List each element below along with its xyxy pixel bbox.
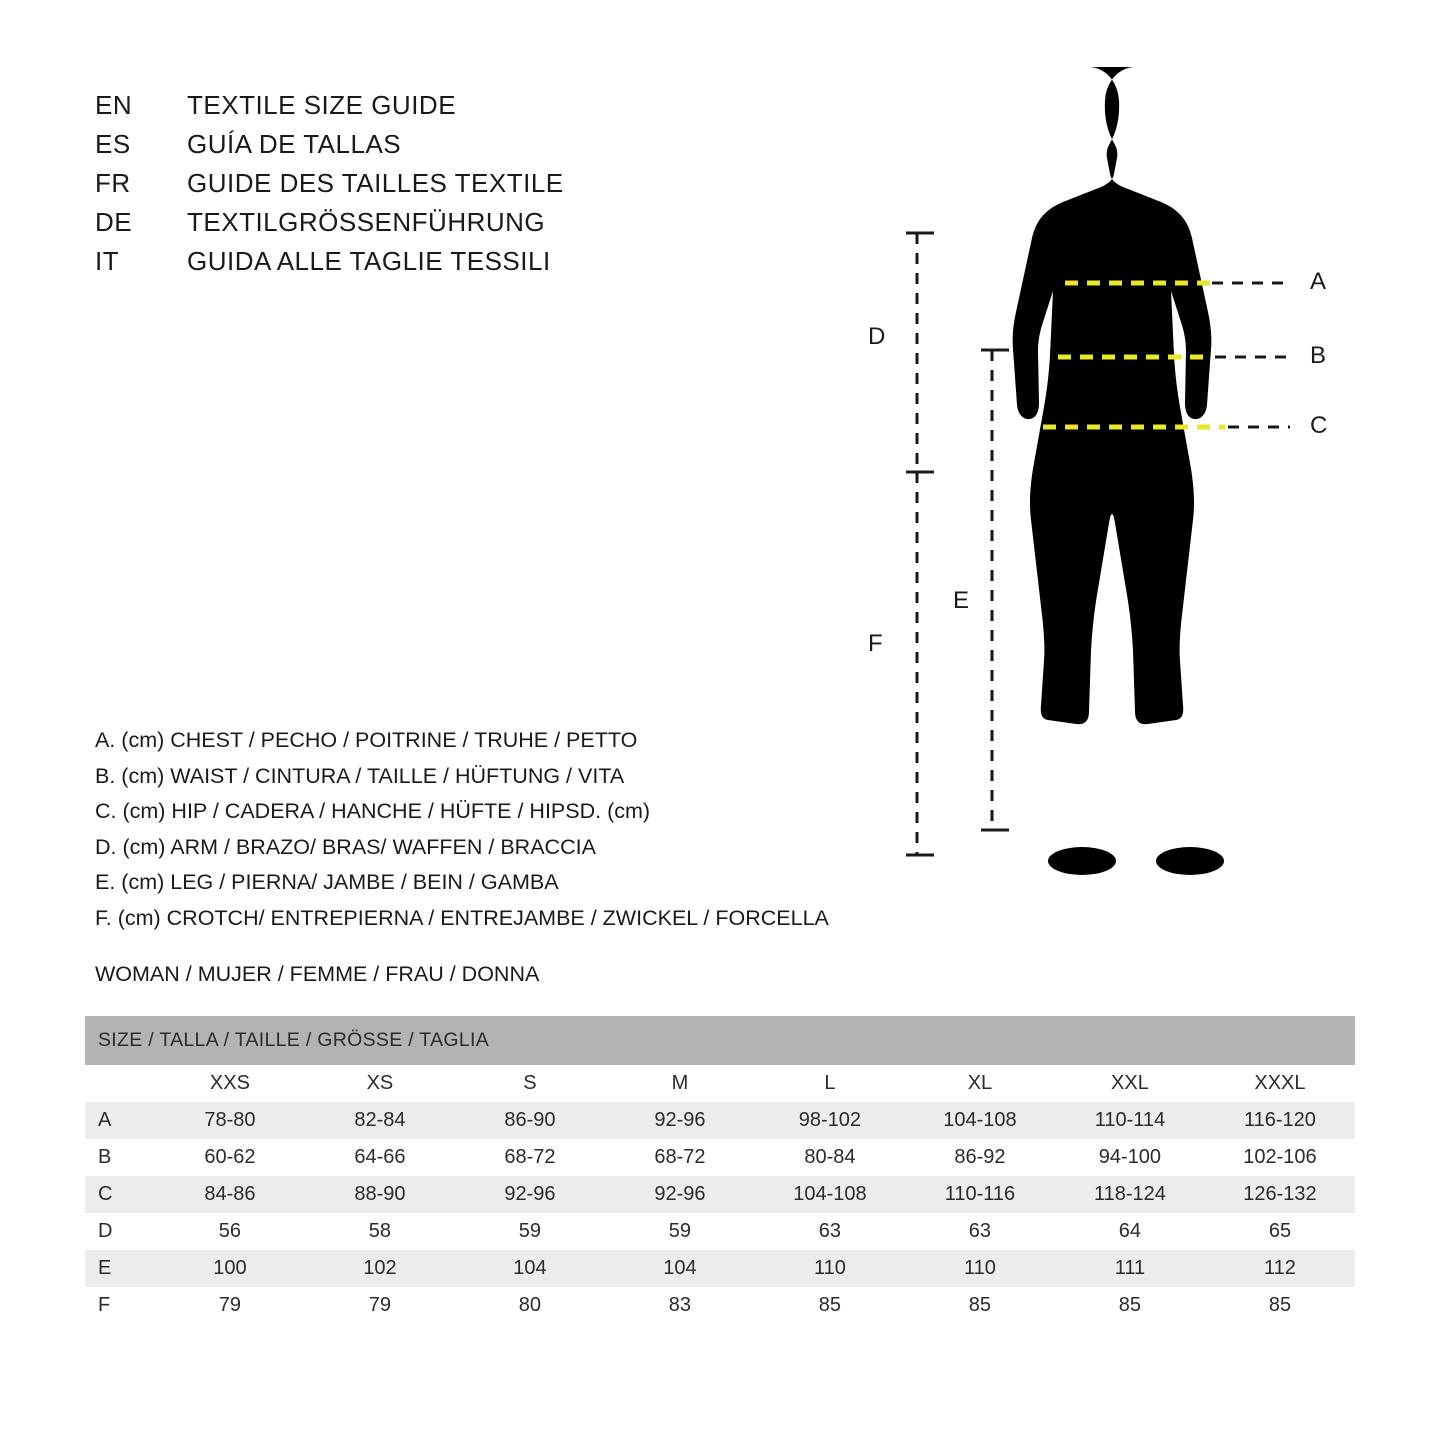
cell-e-xxl: 111 xyxy=(1055,1250,1205,1287)
cell-f-xl: 85 xyxy=(905,1287,1055,1324)
row-label-c: C xyxy=(85,1176,155,1213)
marker-label-b: B xyxy=(1310,342,1327,369)
row-label-f: F xyxy=(85,1287,155,1324)
title-lang-es: ES xyxy=(95,129,131,159)
legend-item-e: E. (cm) LEG / PIERNA/ JAMBE / BEIN / GAMBA xyxy=(95,870,559,894)
table-header-label: SIZE / TALLA / TAILLE / GRÖSSE / TAGLIA xyxy=(85,1016,1355,1065)
cell-c-l: 104-108 xyxy=(755,1176,905,1213)
cell-b-xxs: 60-62 xyxy=(155,1139,305,1176)
cell-a-xs: 82-84 xyxy=(305,1102,455,1139)
cell-c-xxs: 84-86 xyxy=(155,1176,305,1213)
cell-c-xs: 88-90 xyxy=(305,1176,455,1213)
marker-label-e: E xyxy=(953,587,970,614)
cell-e-s: 104 xyxy=(455,1250,605,1287)
title-lang-it: IT xyxy=(95,246,120,276)
cell-a-xxxl: 116-120 xyxy=(1205,1102,1355,1139)
marker-label-f: F xyxy=(868,630,883,657)
table-row xyxy=(85,1139,1355,1176)
cell-a-l: 98-102 xyxy=(755,1102,905,1139)
corner-cell xyxy=(85,1065,155,1102)
table-row xyxy=(85,1102,1355,1139)
legend-item-f: F. (cm) CROTCH/ ENTREPIERNA / ENTREJAMBE / ZWICKEL / FORCELLA xyxy=(95,905,829,930)
table-header-row xyxy=(85,1016,1355,1065)
cell-c-xl: 110-116 xyxy=(905,1176,1055,1213)
column-header-xxl: XXL xyxy=(1055,1065,1205,1102)
cell-d-xxl: 64 xyxy=(1055,1213,1205,1250)
cell-e-m: 104 xyxy=(605,1250,755,1287)
cell-a-s: 86-90 xyxy=(455,1102,605,1139)
legend-item-d: D. (cm) ARM / BRAZO/ BRAS/ WAFFEN / BRACCIA xyxy=(95,834,596,859)
cell-c-xxxl: 126-132 xyxy=(1205,1176,1355,1213)
title-lang-fr: FR xyxy=(95,168,131,198)
cell-f-l: 85 xyxy=(755,1287,905,1324)
cell-f-xxxl: 85 xyxy=(1205,1287,1355,1324)
marker-label-c: C xyxy=(1310,412,1328,439)
title-text-it: GUIDA ALLE TAGLIE TESSILI xyxy=(187,246,551,276)
title-text-de: TEXTILGRÖSSENFÜHRUNG xyxy=(187,207,546,237)
title-text-es: GUÍA DE TALLAS xyxy=(187,129,402,159)
measurement-legend xyxy=(95,723,915,936)
cell-b-xl: 86-92 xyxy=(905,1139,1055,1176)
cell-b-l: 80-84 xyxy=(755,1139,905,1176)
cell-c-s: 92-96 xyxy=(455,1176,605,1213)
column-header-l: L xyxy=(755,1065,905,1102)
column-header-xxxl: XXXL xyxy=(1205,1065,1355,1102)
cell-f-xxl: 85 xyxy=(1055,1287,1205,1324)
body-measurement-figure xyxy=(840,55,1400,895)
legend-item-c: C. (cm) HIP / CADERA / HANCHE / HÜFTE / HIPSD. (cm) xyxy=(95,799,651,823)
right-foot-shape xyxy=(1156,847,1224,875)
title-row xyxy=(95,246,715,285)
size-table xyxy=(85,1016,1355,1324)
cell-b-xxl: 94-100 xyxy=(1055,1139,1205,1176)
title-text-en: TEXTILE SIZE GUIDE xyxy=(187,90,457,120)
cell-b-xxxl: 102-106 xyxy=(1205,1139,1355,1176)
cell-d-m: 59 xyxy=(605,1213,755,1250)
row-label-e: E xyxy=(85,1250,155,1287)
cell-b-s: 68-72 xyxy=(455,1139,605,1176)
cell-d-xl: 63 xyxy=(905,1213,1055,1250)
left-foot-shape xyxy=(1048,847,1116,875)
cell-d-xxs: 56 xyxy=(155,1213,305,1250)
row-label-d: D xyxy=(85,1213,155,1250)
cell-d-xs: 58 xyxy=(305,1213,455,1250)
cell-f-s: 80 xyxy=(455,1287,605,1324)
cell-e-xxxl: 112 xyxy=(1205,1250,1355,1287)
table-row xyxy=(85,1213,1355,1250)
cell-d-s: 59 xyxy=(455,1213,605,1250)
cell-a-xxl: 110-114 xyxy=(1055,1102,1205,1139)
gender-label: WOMAN / MUJER / FEMME / FRAU / DONNA xyxy=(95,962,540,986)
cell-c-xxl: 118-124 xyxy=(1055,1176,1205,1213)
cell-f-m: 83 xyxy=(605,1287,755,1324)
title-row xyxy=(95,90,715,129)
column-header-xs: XS xyxy=(305,1065,455,1102)
row-label-b: B xyxy=(85,1139,155,1176)
cell-f-xxs: 79 xyxy=(155,1287,305,1324)
table-row xyxy=(85,1176,1355,1213)
cell-a-m: 92-96 xyxy=(605,1102,755,1139)
cell-b-m: 68-72 xyxy=(605,1139,755,1176)
woman-silhouette-shape xyxy=(1013,67,1212,724)
table-row xyxy=(85,1287,1355,1324)
marker-label-a: A xyxy=(1310,268,1327,295)
row-label-a: A xyxy=(85,1102,155,1139)
title-row xyxy=(95,168,715,207)
title-block xyxy=(95,90,715,285)
cell-a-xl: 104-108 xyxy=(905,1102,1055,1139)
legend-item-a: A. (cm) CHEST / PECHO / POITRINE / TRUHE / PETTO xyxy=(95,728,638,752)
title-text-fr: GUIDE DES TAILLES TEXTILE xyxy=(187,168,564,198)
cell-e-xs: 102 xyxy=(305,1250,455,1287)
cell-e-xl: 110 xyxy=(905,1250,1055,1287)
cell-d-l: 63 xyxy=(755,1213,905,1250)
column-header-s: S xyxy=(455,1065,605,1102)
cell-f-xs: 79 xyxy=(305,1287,455,1324)
title-lang-en: EN xyxy=(95,90,133,120)
cell-e-xxs: 100 xyxy=(155,1250,305,1287)
silhouette-svg xyxy=(840,55,1400,895)
column-header-m: M xyxy=(605,1065,755,1102)
cell-c-m: 92-96 xyxy=(605,1176,755,1213)
cell-a-xxs: 78-80 xyxy=(155,1102,305,1139)
cell-b-xs: 64-66 xyxy=(305,1139,455,1176)
legend-item-b: B. (cm) WAIST / CINTURA / TAILLE / HÜFTUNG / VITA xyxy=(95,763,625,788)
table-row xyxy=(85,1250,1355,1287)
cell-e-l: 110 xyxy=(755,1250,905,1287)
marker-label-d: D xyxy=(868,323,886,350)
title-row xyxy=(95,207,715,246)
table-column-header-row xyxy=(85,1065,1355,1102)
column-header-xxs: XXS xyxy=(155,1065,305,1102)
column-header-xl: XL xyxy=(905,1065,1055,1102)
title-row xyxy=(95,129,715,168)
title-lang-de: DE xyxy=(95,207,133,237)
cell-d-xxxl: 65 xyxy=(1205,1213,1355,1250)
